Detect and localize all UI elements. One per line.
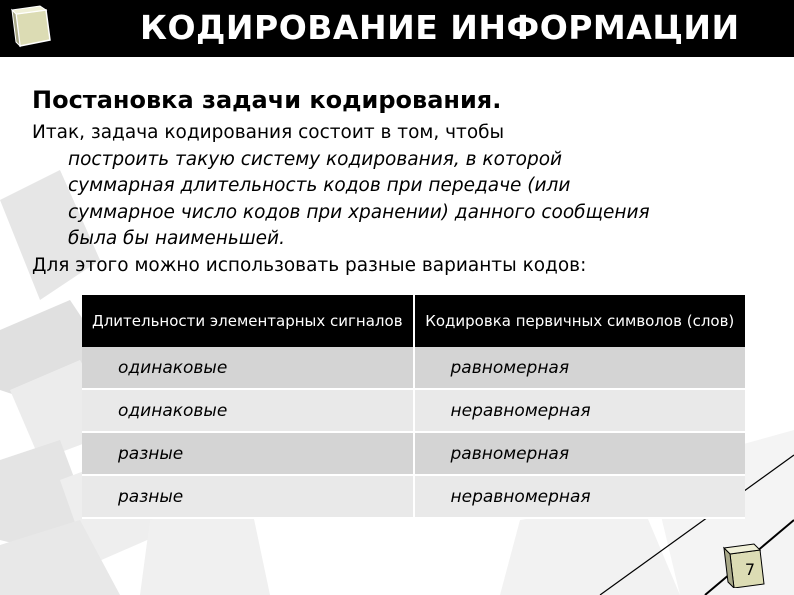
table-cell: разные — [82, 432, 414, 475]
task-definition-text — [32, 147, 772, 253]
table-row — [82, 432, 745, 475]
table-row — [82, 347, 745, 389]
codes-table-container — [82, 295, 745, 519]
table-cell: неравномерная — [414, 389, 746, 432]
table-cell: неравномерная — [414, 475, 746, 518]
column-header-signal-duration: Длительности элементарных сигналов — [82, 295, 414, 347]
table-cell: одинаковые — [82, 347, 414, 389]
table-cell: разные — [82, 475, 414, 518]
table-row — [82, 389, 745, 432]
slide-content — [32, 84, 772, 279]
cube-icon — [6, 4, 56, 52]
task-line: суммарное число кодов при хранении) данного сообщения — [68, 201, 650, 223]
page-number: 7 — [744, 560, 756, 579]
title-bar — [0, 0, 794, 57]
table-header-row — [82, 295, 745, 347]
codes-table — [82, 295, 745, 519]
outro-text: Для этого можно использовать разные варианты кодов: — [32, 254, 587, 276]
slide-title: КОДИРОВАНИЕ ИНФОРМАЦИИ — [140, 8, 740, 47]
table-row — [82, 475, 745, 518]
task-line: была бы наименьшей. — [68, 228, 285, 249]
task-line: построить такую систему кодирования, в которой — [68, 148, 563, 170]
task-line: суммарная длительность кодов при передаче (или — [68, 175, 571, 196]
table-cell: равномерная — [414, 347, 746, 389]
table-cell: равномерная — [414, 432, 746, 475]
intro-text: Итак, задача кодирования состоит в том, чтобы — [32, 122, 505, 143]
slide-subtitle: Постановка задачи кодирования. — [32, 86, 502, 114]
column-header-encoding: Кодировка первичных символов (слов) — [414, 295, 746, 347]
table-cell: одинаковые — [82, 389, 414, 432]
